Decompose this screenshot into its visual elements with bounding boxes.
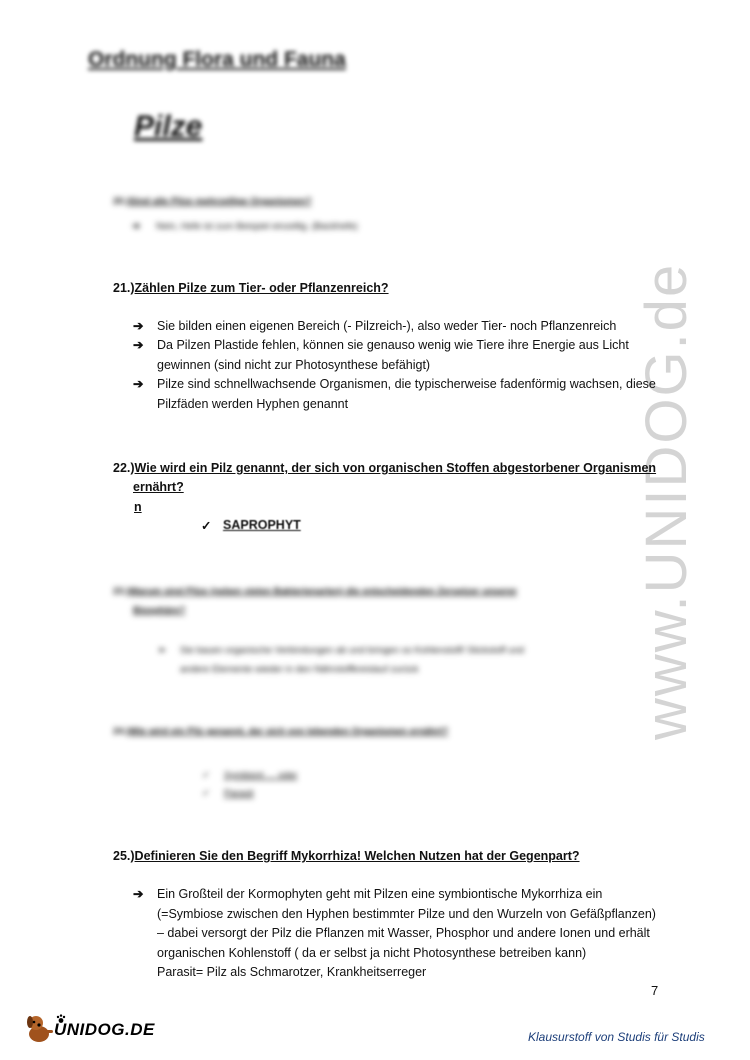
answer-text: SAPROPHYT <box>223 518 301 532</box>
question-20 <box>113 196 312 207</box>
document-title: Ordnung Flora und Fauna <box>88 48 346 71</box>
answer-line: – dabei versorgt der Pilz die Pflanzen mit Wasser, Phosphor und andere Ionen und erhält <box>157 926 650 940</box>
question-22 <box>113 461 656 475</box>
question-23 <box>113 586 517 597</box>
answer-24-item-1 <box>202 766 298 786</box>
answer-22 <box>201 518 301 533</box>
question-number: 21.) <box>113 281 135 295</box>
section-title: Pilze <box>134 110 203 143</box>
arrow-icon: ➔ <box>133 319 144 333</box>
checkmark-icon: ✓ <box>202 788 210 799</box>
answer-line: Parasit= Pilz als Schmarotzer, Krankheitserreger <box>157 965 427 979</box>
answer-text: Parasit <box>224 788 254 799</box>
answer-20 <box>132 217 358 237</box>
answer-23-line-1 <box>158 641 525 661</box>
question-25 <box>113 849 580 863</box>
answer-text: Sie bauen organische Verbindungen ab und bringen so Kohlenstoff/ Stickstoff und <box>180 645 525 656</box>
checkmark-icon: ✓ <box>202 770 210 781</box>
question-text-line-2: ernährt? <box>133 480 184 494</box>
question-number: 20.) <box>113 196 130 207</box>
answer-text: andere Elemente wieder in den Nährstoffkreislauf zurück <box>180 664 419 675</box>
question-21 <box>113 281 389 295</box>
answer-21-item-1 <box>133 317 667 337</box>
triangle-icon: ➢ <box>158 645 166 656</box>
answer-25 <box>133 885 677 983</box>
question-text: Definieren Sie den Begriff Mykorrhiza! Welchen Nutzen hat der Gegenpart? <box>134 849 580 863</box>
question-number: 22.) <box>113 461 135 475</box>
answer-24-item-2 <box>202 784 254 804</box>
arrow-icon: ➔ <box>132 221 140 232</box>
answer-line: organischen Kohlenstoff ( da er selbst ja nicht Photosynthese betreiben kann) <box>157 945 587 960</box>
answer-text: Sie bilden einen eigenen Bereich (- Pilzreich-), also weder Tier- noch Pflanzenreich <box>157 319 617 333</box>
arrow-icon: ➔ <box>133 338 144 352</box>
answer-text: Nein, Hefe ist zum Beispiel einzellig. (Backhefe) <box>156 221 358 232</box>
arrow-icon: ➔ <box>133 377 144 391</box>
answer-line: (=Symbiose zwischen den Hyphen bestimmter Pilze und den Wurzeln von Gefäßpflanzen) <box>157 906 656 921</box>
logo-text: UNIDOG.DE <box>54 1020 155 1039</box>
watermark: www.UNIDOG.de <box>634 262 699 740</box>
question-text: Zählen Pilze zum Tier- oder Pflanzenreich? <box>134 281 389 295</box>
arrow-icon: ➔ <box>133 887 144 901</box>
checkmark-icon: ✓ <box>201 519 212 533</box>
answer-text: Da Pilzen Plastide fehlen, können sie genauso wenig wie Tiere ihre Energie aus Licht gewinnen (sind nicht zur Photosynthese befähigt) <box>157 338 629 372</box>
dog-icon <box>22 1012 56 1044</box>
answer-23-line-2 <box>180 660 419 680</box>
question-24 <box>113 726 448 737</box>
question-number: 23.) <box>113 586 130 597</box>
question-text-line-2: Biosphäre? <box>133 605 186 616</box>
unidog-logo[interactable] <box>22 1014 155 1044</box>
answer-line: Ein Großteil der Kormophyten geht mit Pilzen eine symbiontische Mykorrhiza ein <box>157 887 603 901</box>
answer-21-item-2 <box>133 336 657 375</box>
question-text-line-1: Wie wird ein Pilz genannt, der sich von organischen Stoffen abgestorbener Organismen <box>134 461 657 475</box>
question-22-line-2 <box>133 480 184 494</box>
answer-21-item-3 <box>133 375 667 414</box>
answer-text: Pilze sind schnellwachsende Organismen, die typischerweise fadenförmig wachsen, diese Pilzfäden werden Hyphen genannt <box>157 377 656 411</box>
question-23-line-2 <box>133 605 185 616</box>
answer-text: Symbiont … oder <box>224 770 298 781</box>
footer-tagline: Klausurstoff von Studis für Studis <box>528 1030 705 1044</box>
question-text: Sind alle Pilze mehrzellige Organismen? <box>129 196 312 207</box>
question-number: 25.) <box>113 849 135 863</box>
question-text-line-1: Warum sind Pilze (neben vielen Bakterienarten) die entscheidenden Zersetzer unserer <box>129 586 518 597</box>
stray-character: n <box>134 500 142 514</box>
question-text: Wie wird ein Pilz genannt, der sich von lebenden Organismen ernährt? <box>129 726 449 737</box>
page-number: 7 <box>651 983 659 998</box>
question-number: 24.) <box>113 726 130 737</box>
